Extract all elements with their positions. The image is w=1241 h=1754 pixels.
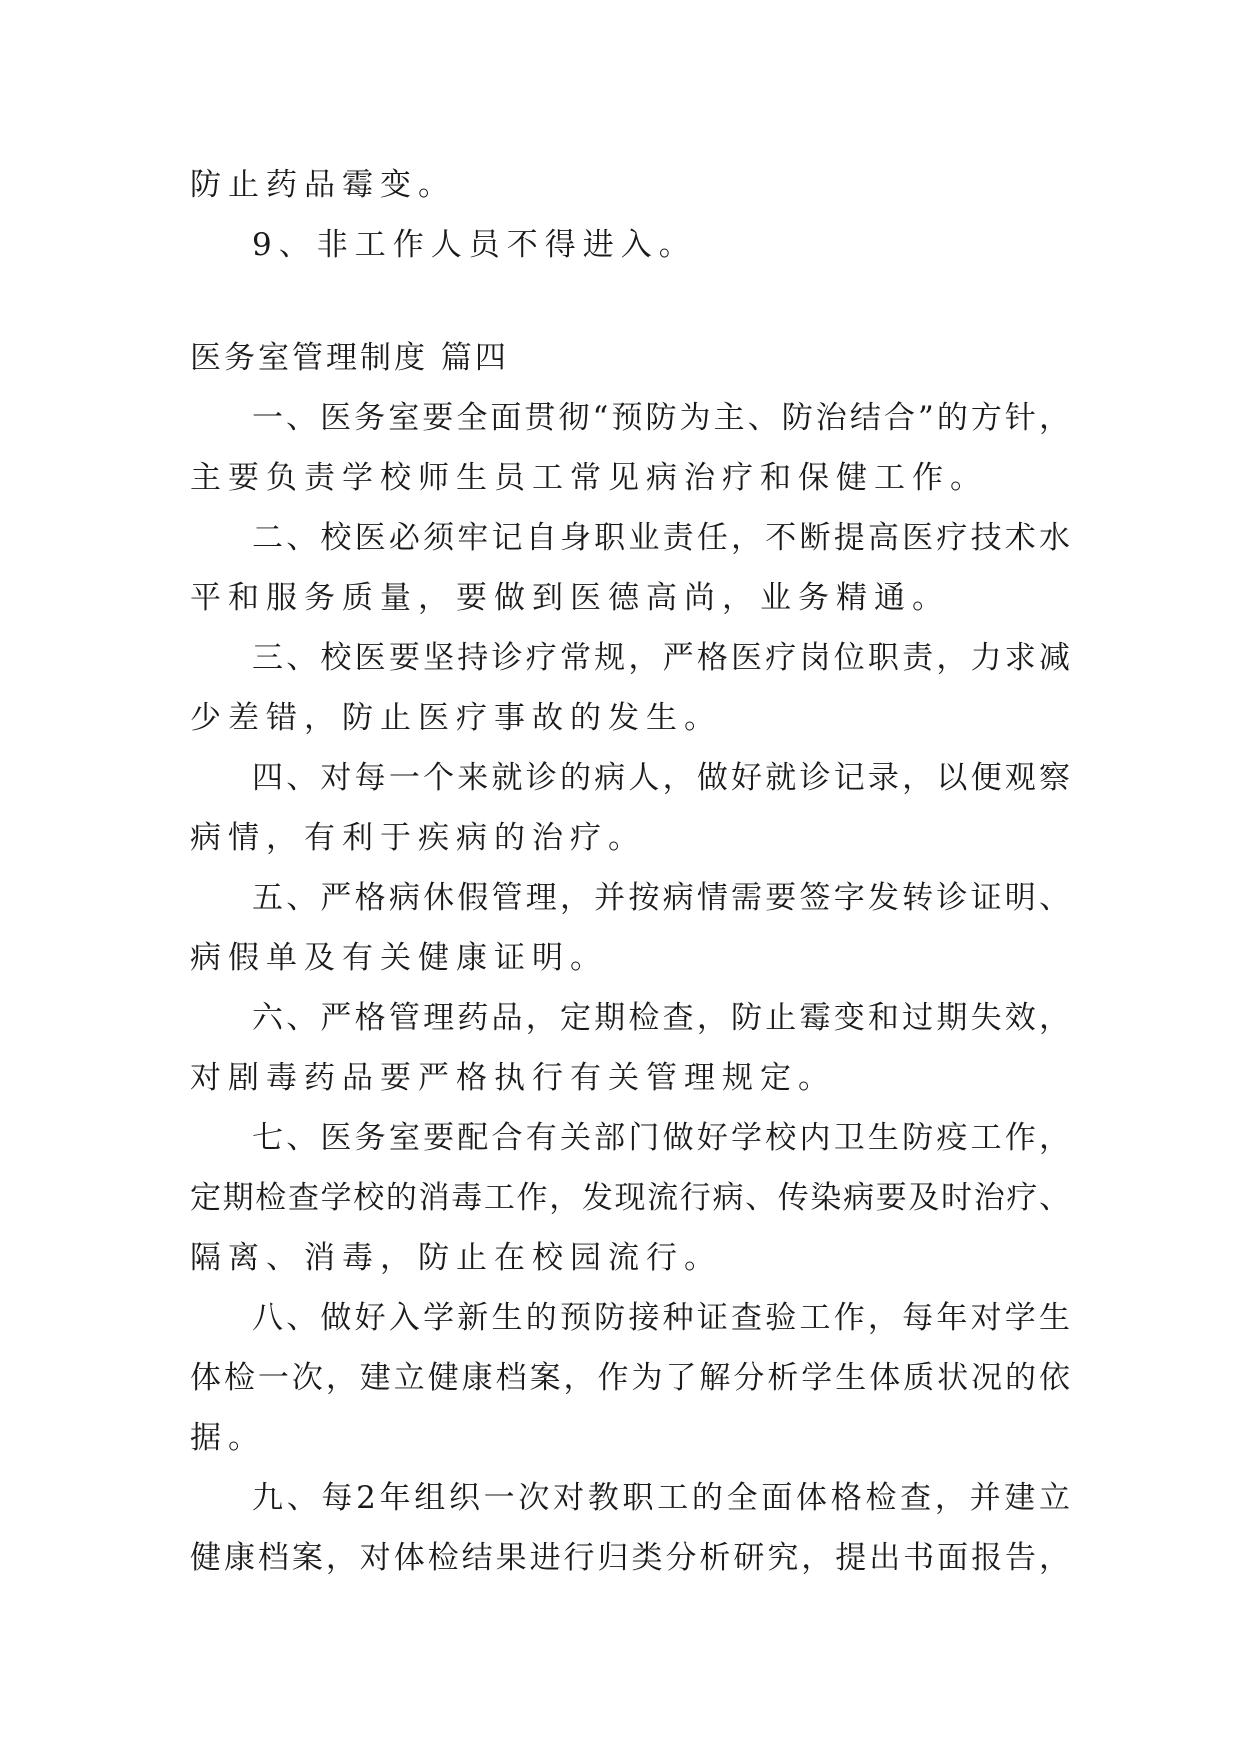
text-line: 一、医务室要全面贯彻“预防为主、防治结合”的方针， — [252, 400, 1070, 436]
text-line: 二、校医必须牢记自身职业责任，不断提高医疗技术水 — [252, 520, 1070, 556]
text-line: 防止药品霉变。 — [190, 167, 456, 203]
text-line: 健康档案，对体检结果进行归类分析研究，提出书面报告， — [190, 1540, 1070, 1576]
section-heading: 医务室管理制度 篇四 — [190, 340, 509, 376]
text-line: 五、严格病休假管理，并按病情需要签字发转诊证明、 — [252, 880, 1070, 916]
text-line: 四、对每一个来就诊的病人，做好就诊记录，以便观察 — [252, 760, 1070, 796]
text-line: 病情，有利于疾病的治疗。 — [190, 820, 646, 856]
text-line: 八、做好入学新生的预防接种证查验工作，每年对学生 — [252, 1300, 1070, 1336]
text-line: 9、非工作人员不得进入。 — [252, 227, 697, 263]
text-line: 七、医务室要配合有关部门做好学校内卫生防疫工作， — [252, 1120, 1070, 1156]
text-line: 三、校医要坚持诊疗常规，严格医疗岗位职责，力求减 — [252, 640, 1070, 676]
text-line: 病假单及有关健康证明。 — [190, 940, 608, 976]
text-line: 六、严格管理药品，定期检查，防止霉变和过期失效， — [252, 1000, 1070, 1036]
text-line: 体检一次，建立健康档案，作为了解分析学生体质状况的依 — [190, 1360, 1070, 1396]
text-line: 定期检查学校的消毒工作，发现流行病、传染病要及时治疗、 — [190, 1180, 1070, 1216]
text-line: 少差错，防止医疗事故的发生。 — [190, 700, 722, 736]
text-line: 九、每2年组织一次对教职工的全面体格检查，并建立 — [252, 1480, 1070, 1516]
text-line: 对剧毒药品要严格执行有关管理规定。 — [190, 1060, 836, 1096]
text-line: 主要负责学校师生员工常见病治疗和保健工作。 — [190, 460, 988, 496]
text-line: 据。 — [190, 1420, 266, 1456]
text-line: 隔离、消毒，防止在校园流行。 — [190, 1240, 722, 1276]
text-line: 平和服务质量，要做到医德高尚，业务精通。 — [190, 580, 950, 616]
